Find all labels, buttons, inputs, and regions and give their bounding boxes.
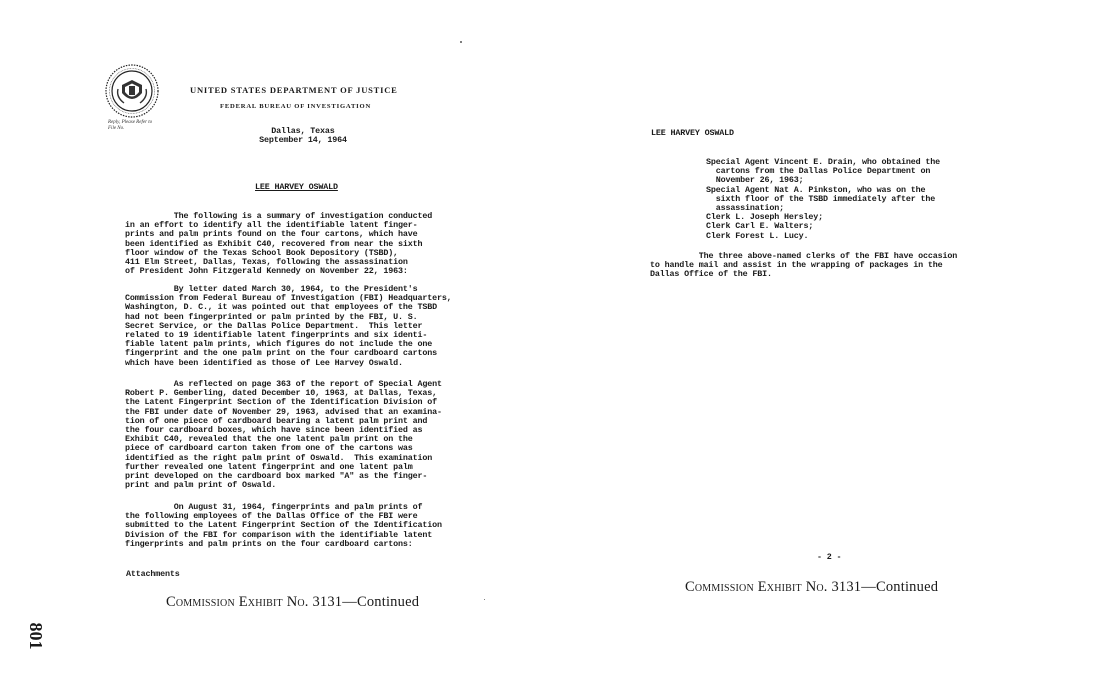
caption-prefix: Commission Exhibit No. — [166, 594, 309, 610]
dateline — [230, 127, 376, 145]
page-title: LEE HARVEY OSWALD — [255, 182, 338, 192]
body-paragraph: On August 31, 1964, fingerprints and palm prints of the following employees of the Dallas Office of the FBI were submitted to the Latent Fingerprint Section of the Identification Division of the FBI for comparison with the identifiable latent fingerprints and palm prints on the four cardboard cartons: — [125, 502, 442, 549]
exhibit-caption — [166, 594, 419, 611]
reply-note — [108, 120, 152, 132]
body-paragraph: The three above-named clerks of the FBI have occasion to handle mail and assist in the wrapping of packages in the Dallas Office of the FBI. — [650, 251, 958, 280]
reply-note-line: Reply, Please Refer to — [108, 120, 153, 125]
reply-note-line: File No. — [108, 126, 125, 131]
department-name: UNITED STATES DEPARTMENT OF JUSTICE — [190, 85, 398, 95]
employee-list: Special Agent Vincent E. Drain, who obtained the cartons from the Dallas Police Department on November 26, 1963; Special Agent Nat A. Pinkston, who was on the sixth floor of the TSBD immediately after the assassination; Clerk L. Joseph Hersley; Clerk Carl E. Walters; Clerk Forest L. Lucy. — [706, 157, 941, 241]
caption-number: 3131—Continued — [831, 579, 939, 595]
page-number: - 2 - — [817, 552, 842, 562]
margin-page-number: 801 — [26, 622, 46, 650]
letter-date: September 14, 1964 — [259, 135, 347, 146]
doj-seal-icon — [104, 63, 160, 119]
attachments-note: Attachments — [126, 569, 180, 579]
exhibit-caption — [685, 579, 938, 596]
caption-number: 3131—Continued — [312, 594, 420, 610]
city: Dallas, Texas — [271, 126, 335, 136]
body-paragraph: By letter dated March 30, 1964, to the President's Commission from Federal Bureau of Investigation (FBI) Headquarters, Washington, D. C., it was pointed out that employees of the TSBD had not been fingerprinted or palm printed by the FBI, U. S. Secret Service, or the Dallas Police Department. This letter related to 19 identifiable latent fingerprints and six identi- fiable latent palm prints, which figures do not include the one fingerprint and the one palm print on the four cardboard cartons which have been identified as those of Lee Harvey Oswald. — [125, 284, 452, 368]
scan-speck — [484, 599, 485, 600]
bureau-name: FEDERAL BUREAU OF INVESTIGATION — [220, 103, 372, 110]
page-title: LEE HARVEY OSWALD — [651, 128, 734, 138]
body-paragraph: As reflected on page 363 of the report of Special Agent Robert P. Gemberling, dated December 10, 1963, at Dallas, Texas, the Latent Fingerprint Section of the Identification Division of the FBI under date of November 29, 1963, advised that an examina- tion of one piece of cardboard bearing a latent palm print and the four cardboard boxes, which have since been identified as Exhibit C40, revealed that the one latent palm print on the piece of cardboard carton taken from one of the cartons was identified as the right palm print of Oswald. This examination further revealed one latent fingerprint and one latent palm print developed on the cardboard box marked "A" as the finger- print and palm print of Oswald. — [125, 379, 442, 491]
scan-speck — [460, 41, 462, 43]
caption-prefix: Commission Exhibit No. — [685, 579, 828, 595]
body-paragraph: The following is a summary of investigation conducted in an effort to identify all the identifiable latent finger- prints and palm prints found on the four cartons, which have been identified as Exhibit C40, recovered from near the sixth floor window of the Texas School Book Depository (TSBD), 411 Elm Street, Dallas, Texas, following the assassination of President John Fitzgerald Kennedy on November 22, 1963: — [125, 211, 433, 277]
